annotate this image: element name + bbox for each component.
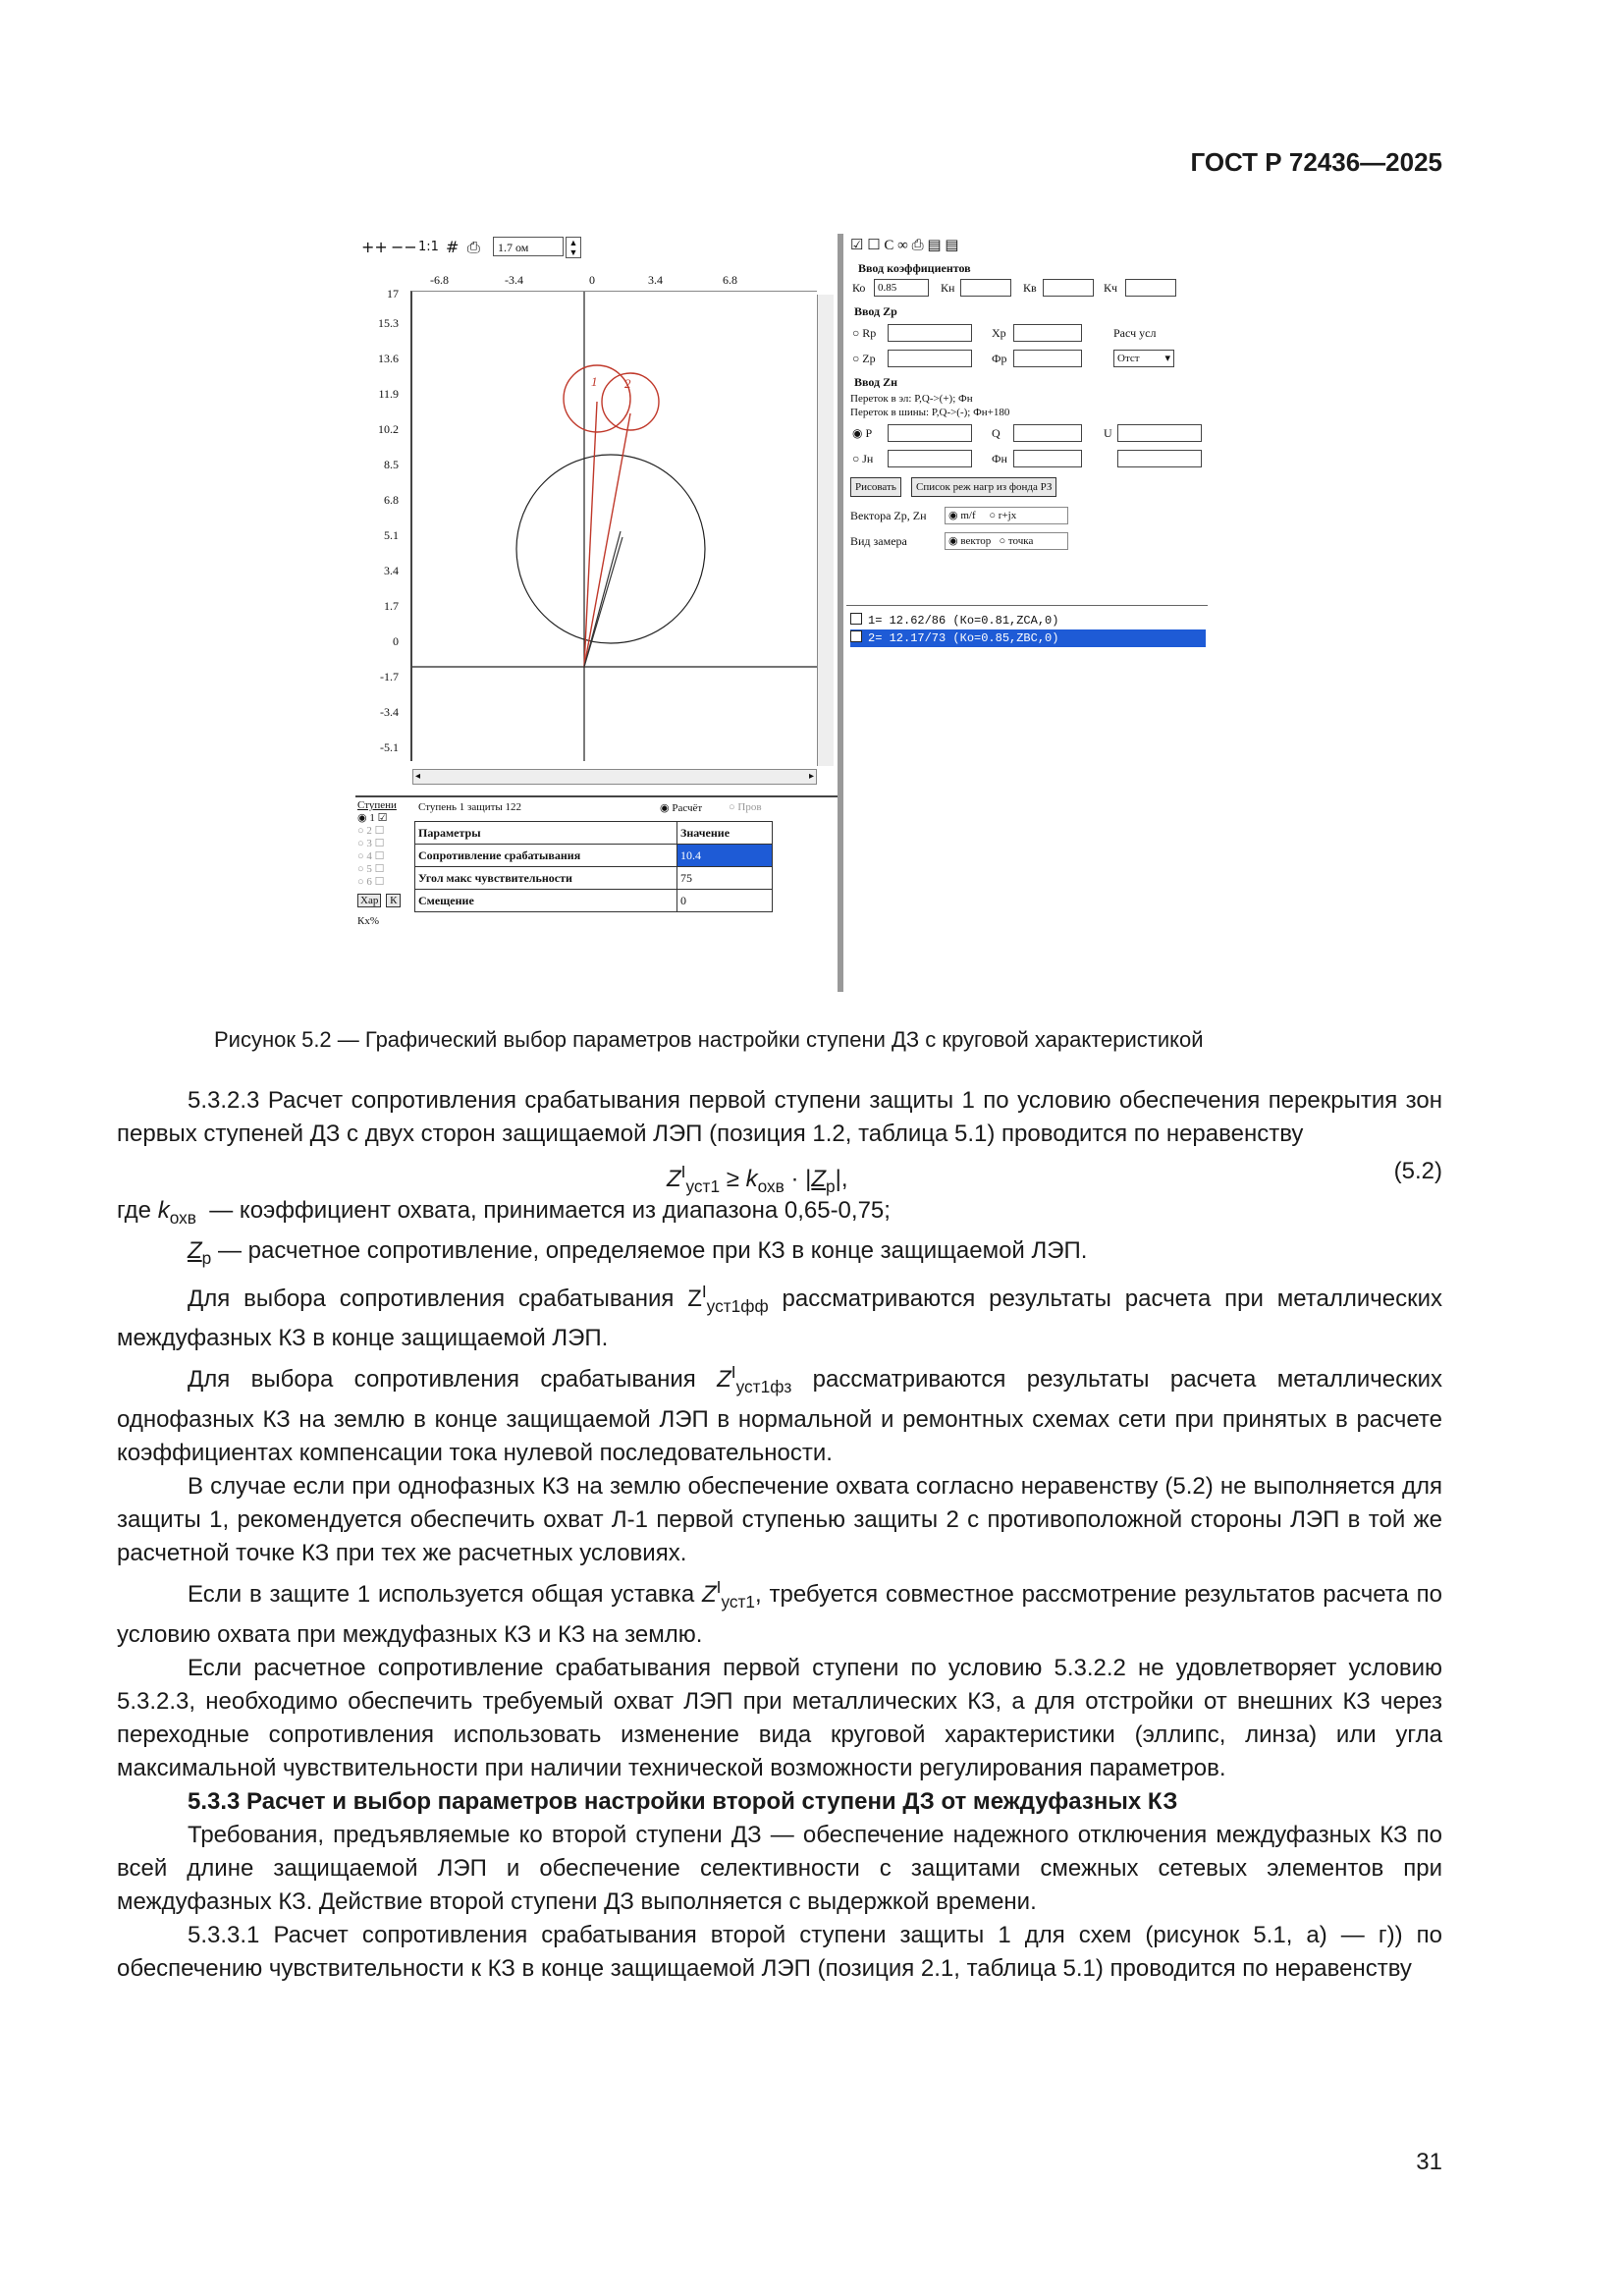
table-row — [415, 845, 773, 867]
x-tick: -6.8 — [430, 273, 449, 287]
x-tick: -3.4 — [505, 273, 523, 287]
scroll-right-icon[interactable]: ▸ — [808, 771, 814, 782]
mode-check-label: Пров — [737, 801, 762, 813]
zn-group-label: Ввод Zн — [854, 375, 898, 389]
y-tick: 1.7 — [384, 599, 399, 613]
kn-label: Кн — [941, 281, 955, 295]
zoom-stepper[interactable]: ▲ ▼ — [566, 237, 581, 258]
panel-divider[interactable] — [838, 234, 843, 992]
one-to-one-icon[interactable]: 1:1 — [418, 240, 439, 254]
step-radio[interactable]: ○ 6 ☐ — [357, 876, 385, 888]
scroll-left-icon[interactable]: ◂ — [415, 771, 421, 782]
meas-opt2-label: точка — [1007, 535, 1034, 547]
body-text — [117, 1084, 1442, 1986]
vec-opt1-radio[interactable]: ◉ m/f — [948, 510, 976, 521]
step-number: 4 — [366, 850, 372, 862]
param-value[interactable]: 75 — [677, 867, 773, 890]
y-tick: 15.3 — [378, 316, 399, 330]
step-radio[interactable]: ◉ 1 ☑ — [357, 812, 388, 824]
checkbox[interactable] — [850, 630, 862, 642]
chevron-down-icon: ▾ — [1164, 353, 1170, 364]
step-radio[interactable]: ○ 5 ☐ — [357, 863, 385, 875]
where-item: $Z_р$ — расчетное сопротивление, определяемое при КЗ в конце защищаемой ЛЭП. — [188, 1236, 1088, 1268]
calc-label: Расч усл — [1113, 326, 1157, 340]
step-params — [414, 799, 837, 986]
mode-calc-radio[interactable]: ◉ Расчёт — [660, 802, 703, 814]
plot-horizontal-scrollbar[interactable] — [412, 769, 817, 785]
paragraph: Требования, предъявляемые ко второй ступени ДЗ — обеспечение надежного отключения междуфазных КЗ по всей длине защищаемой ЛЭП и обеспечение селективности с защитами смежных сетевых элементов при междуфазных КЗ. Действие второй ступени ДЗ выполняется с выдержкой времени. — [117, 1821, 1442, 1915]
list-item-text: 1= 12.62/86 (Ко=0.81,ZCA,0) — [868, 614, 1059, 628]
grid-icon[interactable]: # — [446, 238, 460, 256]
paragraph-part: Для выбора сопротивления срабатывания Z — [188, 1285, 702, 1312]
y-tick: -1.7 — [380, 670, 399, 683]
mode-calc-label: Расчёт — [672, 802, 703, 814]
kch-field[interactable] — [1125, 279, 1176, 297]
y-tick: -5.1 — [380, 740, 399, 754]
where-text: — коэффициент охвата, принимается из диапазона 0,65-0,75; — [209, 1197, 891, 1224]
x-tick: 0 — [589, 273, 595, 287]
kn-field[interactable] — [960, 279, 1011, 297]
y-tick: 10.2 — [378, 422, 399, 436]
flow-el-note: Переток в эл: P,Q->(+); Фн — [850, 393, 973, 405]
step-parameters-panel — [355, 795, 838, 994]
zoom-out-icon[interactable]: −− — [391, 238, 417, 256]
plot-toolbar — [355, 234, 833, 259]
step-title: Ступень 1 защиты 122 — [418, 801, 522, 813]
print-icon[interactable]: ⎙ — [467, 238, 480, 256]
mode-check-radio[interactable]: ○ Пров — [729, 801, 762, 813]
meas-opt1-radio[interactable]: ◉ вектор — [948, 535, 992, 547]
results-list — [846, 605, 1208, 665]
table-row — [415, 890, 773, 912]
p-radio[interactable]: ◉ P — [852, 426, 873, 440]
y-tick: 5.1 — [384, 528, 399, 542]
ko-field[interactable]: 0.85 — [874, 279, 929, 297]
k-button[interactable]: К — [386, 894, 401, 907]
xp-label: Xp — [992, 326, 1006, 340]
figure-caption: Рисунок 5.2 — Графический выбор параметров настройки ступени ДЗ с круговой характеристикой — [214, 1027, 1204, 1052]
formula-number: (5.2) — [1393, 1158, 1442, 1184]
vectors-label: Вектора Zp, Zн — [850, 509, 927, 522]
kch-label: Кч — [1104, 281, 1118, 295]
jn-radio[interactable]: ○ Jн — [852, 452, 874, 465]
u-field[interactable] — [1117, 424, 1202, 442]
rp-label: Rp — [862, 326, 877, 340]
y-tick: 8.5 — [384, 458, 399, 471]
vec-opt1-label: m/f — [960, 510, 976, 521]
y-tick: 3.4 — [384, 564, 399, 577]
vec-opt2-radio[interactable]: ○ r+jx — [989, 510, 1017, 521]
list-item[interactable] — [850, 612, 1206, 629]
plot-vertical-scrollbar[interactable] — [817, 295, 834, 766]
phip-label: Фр — [992, 352, 1007, 365]
section-heading: 5.3.3 Расчет и выбор параметров настройки второй ступени ДЗ от междуфазных КЗ — [188, 1787, 1178, 1815]
measure-options — [945, 532, 1068, 550]
list-item-text: 2= 12.17/73 (Ко=0.85,ZBC,0) — [868, 631, 1059, 645]
paragraph: Для выбора сопротивления срабатывания $Z^I_{уст1фз}$ рассматриваются результаты расчета металлических однофазных КЗ на землю в конце защищаемой ЛЭП в нормальной и ремонтных схемах сети при принятых в расчете коэффициентах компенсации тока нулевой последовательности. — [117, 1362, 1442, 1467]
rp-radio[interactable]: ○ Rp — [852, 326, 877, 340]
measure-label: Вид замера — [850, 534, 907, 548]
where-item: где $k_{охв}$ — коэффициент охвата, принимается из диапазона 0,65-0,75; — [117, 1197, 891, 1228]
draw-button[interactable]: Рисовать — [850, 477, 901, 497]
paragraph-part: рассматриваются результаты расчета при металлических междуфазных КЗ в конце защищаемой ЛЭП. — [117, 1285, 1443, 1352]
phip-field[interactable] — [1013, 350, 1082, 367]
kx-label: Кх% — [357, 915, 379, 927]
calc-select[interactable] — [1113, 350, 1174, 367]
kv-label: Кв — [1023, 281, 1037, 295]
y-tick: 6.8 — [384, 493, 399, 507]
circle-label-1: 1 — [591, 374, 598, 389]
figure-screenshot — [355, 234, 1208, 992]
zp-label: Zp — [862, 352, 876, 365]
paragraph: Для выбора сопротивления срабатывания $Z^I_{уст1фф}$ рассматриваются результаты расчета при металлических междуфазных КЗ в конце защищаемой ЛЭП. — [117, 1281, 1443, 1352]
paragraph: Если в защите 1 используется общая уставка $Z^I_{уст1}$, требуется совместное рассмотрение результатов расчета по условию охвата при междуфазных КЗ и КЗ на землю. — [117, 1577, 1442, 1648]
step-radio[interactable]: ○ 4 ☐ — [357, 850, 385, 862]
vector-2 — [584, 413, 630, 667]
meas-opt1-label: вектор — [960, 535, 992, 547]
table-header: Параметры — [415, 822, 677, 845]
paragraph-part: рассматриваются результаты расчета металлических однофазных КЗ на землю в конце защищаемой ЛЭП в нормальной и ремонтных схемах сети при принятых в расчете коэффициентах компенсации тока нулевой последовательности. — [117, 1366, 1442, 1467]
xp-field[interactable] — [1013, 324, 1082, 342]
zp-field[interactable] — [888, 350, 972, 367]
phin-field[interactable] — [1013, 450, 1082, 467]
impedance-plot-svg — [412, 292, 817, 761]
paragraph: Если расчетное сопротивление срабатывания первой ступени по условию 5.3.2.2 не удовлетворяет условию 5.3.2.3, необходимо обеспечить требуемый охват ЛЭП при металлических КЗ, а для отстройки от внешних КЗ через переходные сопротивления использовать изменение вида круговой характеристики (эллипс, линза) или угла максимальной чувствительности при наличии технической возможности регулирования параметров. — [117, 1654, 1442, 1781]
y-tick: 13.6 — [378, 352, 399, 365]
steps-group — [357, 799, 408, 992]
param-name: Угол макс чувствительности — [415, 867, 677, 890]
characteristic-button[interactable]: Хар — [357, 894, 381, 907]
panel-toolbar-icons[interactable]: ☑ ☐ C ∞ ⎙ ▤ ▤ — [850, 238, 959, 253]
list-item[interactable] — [850, 629, 1206, 647]
step-radio[interactable]: ○ 2 ☐ — [357, 825, 385, 837]
table-row — [415, 867, 773, 890]
page-number: 31 — [1416, 2149, 1442, 2175]
meas-opt2-radio[interactable]: ○ точка — [999, 535, 1034, 547]
q-field[interactable] — [1013, 424, 1082, 442]
param-name: Сопротивление срабатывания — [415, 845, 677, 867]
y-tick: -3.4 — [380, 705, 399, 719]
ko-label: Ко — [852, 281, 866, 295]
paragraph-part: Если в защите 1 используется общая уставка — [188, 1581, 702, 1609]
step-number: 3 — [366, 838, 372, 849]
circle-label-2: 2 — [624, 376, 631, 391]
vec-opt2-label: r+jx — [998, 510, 1017, 521]
parameters-table — [414, 821, 773, 912]
standard-header: ГОСТ Р 72436—2025 — [1190, 147, 1442, 177]
flow-bus-note: Переток в шины: P,Q->(-); Фн+180 — [850, 407, 1010, 418]
paragraph-part: Для выбора сопротивления срабатывания — [188, 1366, 718, 1394]
zoom-in-icon[interactable]: ++ — [361, 238, 388, 256]
where-text: — расчетное сопротивление, определяемое при КЗ в конце защищаемой ЛЭП. — [217, 1236, 1088, 1264]
y-axis-ruler — [355, 289, 405, 760]
formula-expression: $Z^I_{уст1} \ge k_{охв} \cdot |Z_р|$, — [667, 1162, 848, 1196]
y-tick: 11.9 — [378, 387, 399, 401]
paragraph-part: , требуется совместное рассмотрение результатов расчета по условию охвата при междуфазных КЗ и КЗ на землю. — [117, 1581, 1442, 1648]
steps-label: Ступени — [357, 799, 397, 811]
param-value[interactable]: 0 — [677, 890, 773, 912]
step-number: 6 — [366, 876, 372, 888]
where-keyword: где — [117, 1197, 158, 1224]
characteristic-circle — [516, 455, 705, 643]
x-tick: 3.4 — [648, 273, 663, 287]
u2-field[interactable] — [1117, 450, 1202, 467]
param-value[interactable]: 10.4 — [677, 845, 773, 867]
rp-field[interactable] — [888, 324, 972, 342]
zp-group-label: Ввод Zp — [854, 304, 897, 318]
checkbox[interactable] — [850, 613, 862, 625]
load-list-button[interactable]: Список реж нагр из фонда РЗ — [911, 477, 1056, 497]
step-number: 5 — [366, 863, 372, 875]
x-axis-ruler — [412, 273, 805, 287]
x-tick: 6.8 — [723, 273, 737, 287]
paragraph: В случае если при однофазных КЗ на землю обеспечение охвата согласно неравенству (5.2) не выполняется для защиты 1, рекомендуется обеспечить охват Л-1 первой ступенью защиты 2 с противоположной стороны ЛЭП в той же расчетной точке КЗ при тех же расчетных условиях. — [117, 1473, 1442, 1567]
kv-field[interactable] — [1043, 279, 1094, 297]
step-number: 1 — [369, 812, 375, 824]
paragraph: 5.3.3.1 Расчет сопротивления срабатывания второй ступени защиты 1 для схем (рисунок 5.1, а) — г)) по обеспечению чувствительности к КЗ в конце защищаемой ЛЭП (позиция 2.1, таблица 5.1) проводится по неравенству — [117, 1921, 1442, 1982]
calc-select-value: Отст — [1117, 353, 1140, 364]
step-radio[interactable]: ○ 3 ☐ — [357, 838, 385, 849]
y-tick: 17 — [387, 287, 399, 301]
param-name: Смещение — [415, 890, 677, 912]
p-field[interactable] — [888, 424, 972, 442]
p-label: P — [865, 426, 873, 440]
table-header-row — [415, 822, 773, 845]
step-number: 2 — [366, 825, 372, 837]
y-tick: 0 — [393, 634, 399, 648]
phin-label: Фн — [992, 452, 1007, 465]
vectors-options — [945, 507, 1068, 524]
jn-label: Jн — [862, 452, 874, 465]
paragraph: 5.3.2.3 Расчет сопротивления срабатывания первой ступени защиты 1 по условию обеспечения перекрытия зон первых ступеней ДЗ с двух сторон защищаемой ЛЭП (позиция 1.2, таблица 5.1) проводится по неравенству — [117, 1087, 1442, 1147]
zoom-field[interactable]: 1.7 ом — [493, 237, 564, 256]
u-label: U — [1104, 426, 1112, 440]
formula-5-2 — [117, 1151, 1442, 1194]
q-label: Q — [992, 426, 1001, 440]
zp-radio[interactable]: ○ Zp — [852, 352, 876, 365]
settings-panel — [846, 234, 1208, 992]
coef-group-label: Ввод коэффициентов — [858, 261, 971, 275]
impedance-plot[interactable] — [410, 291, 817, 761]
table-header: Значение — [677, 822, 773, 845]
jn-field[interactable] — [888, 450, 972, 467]
